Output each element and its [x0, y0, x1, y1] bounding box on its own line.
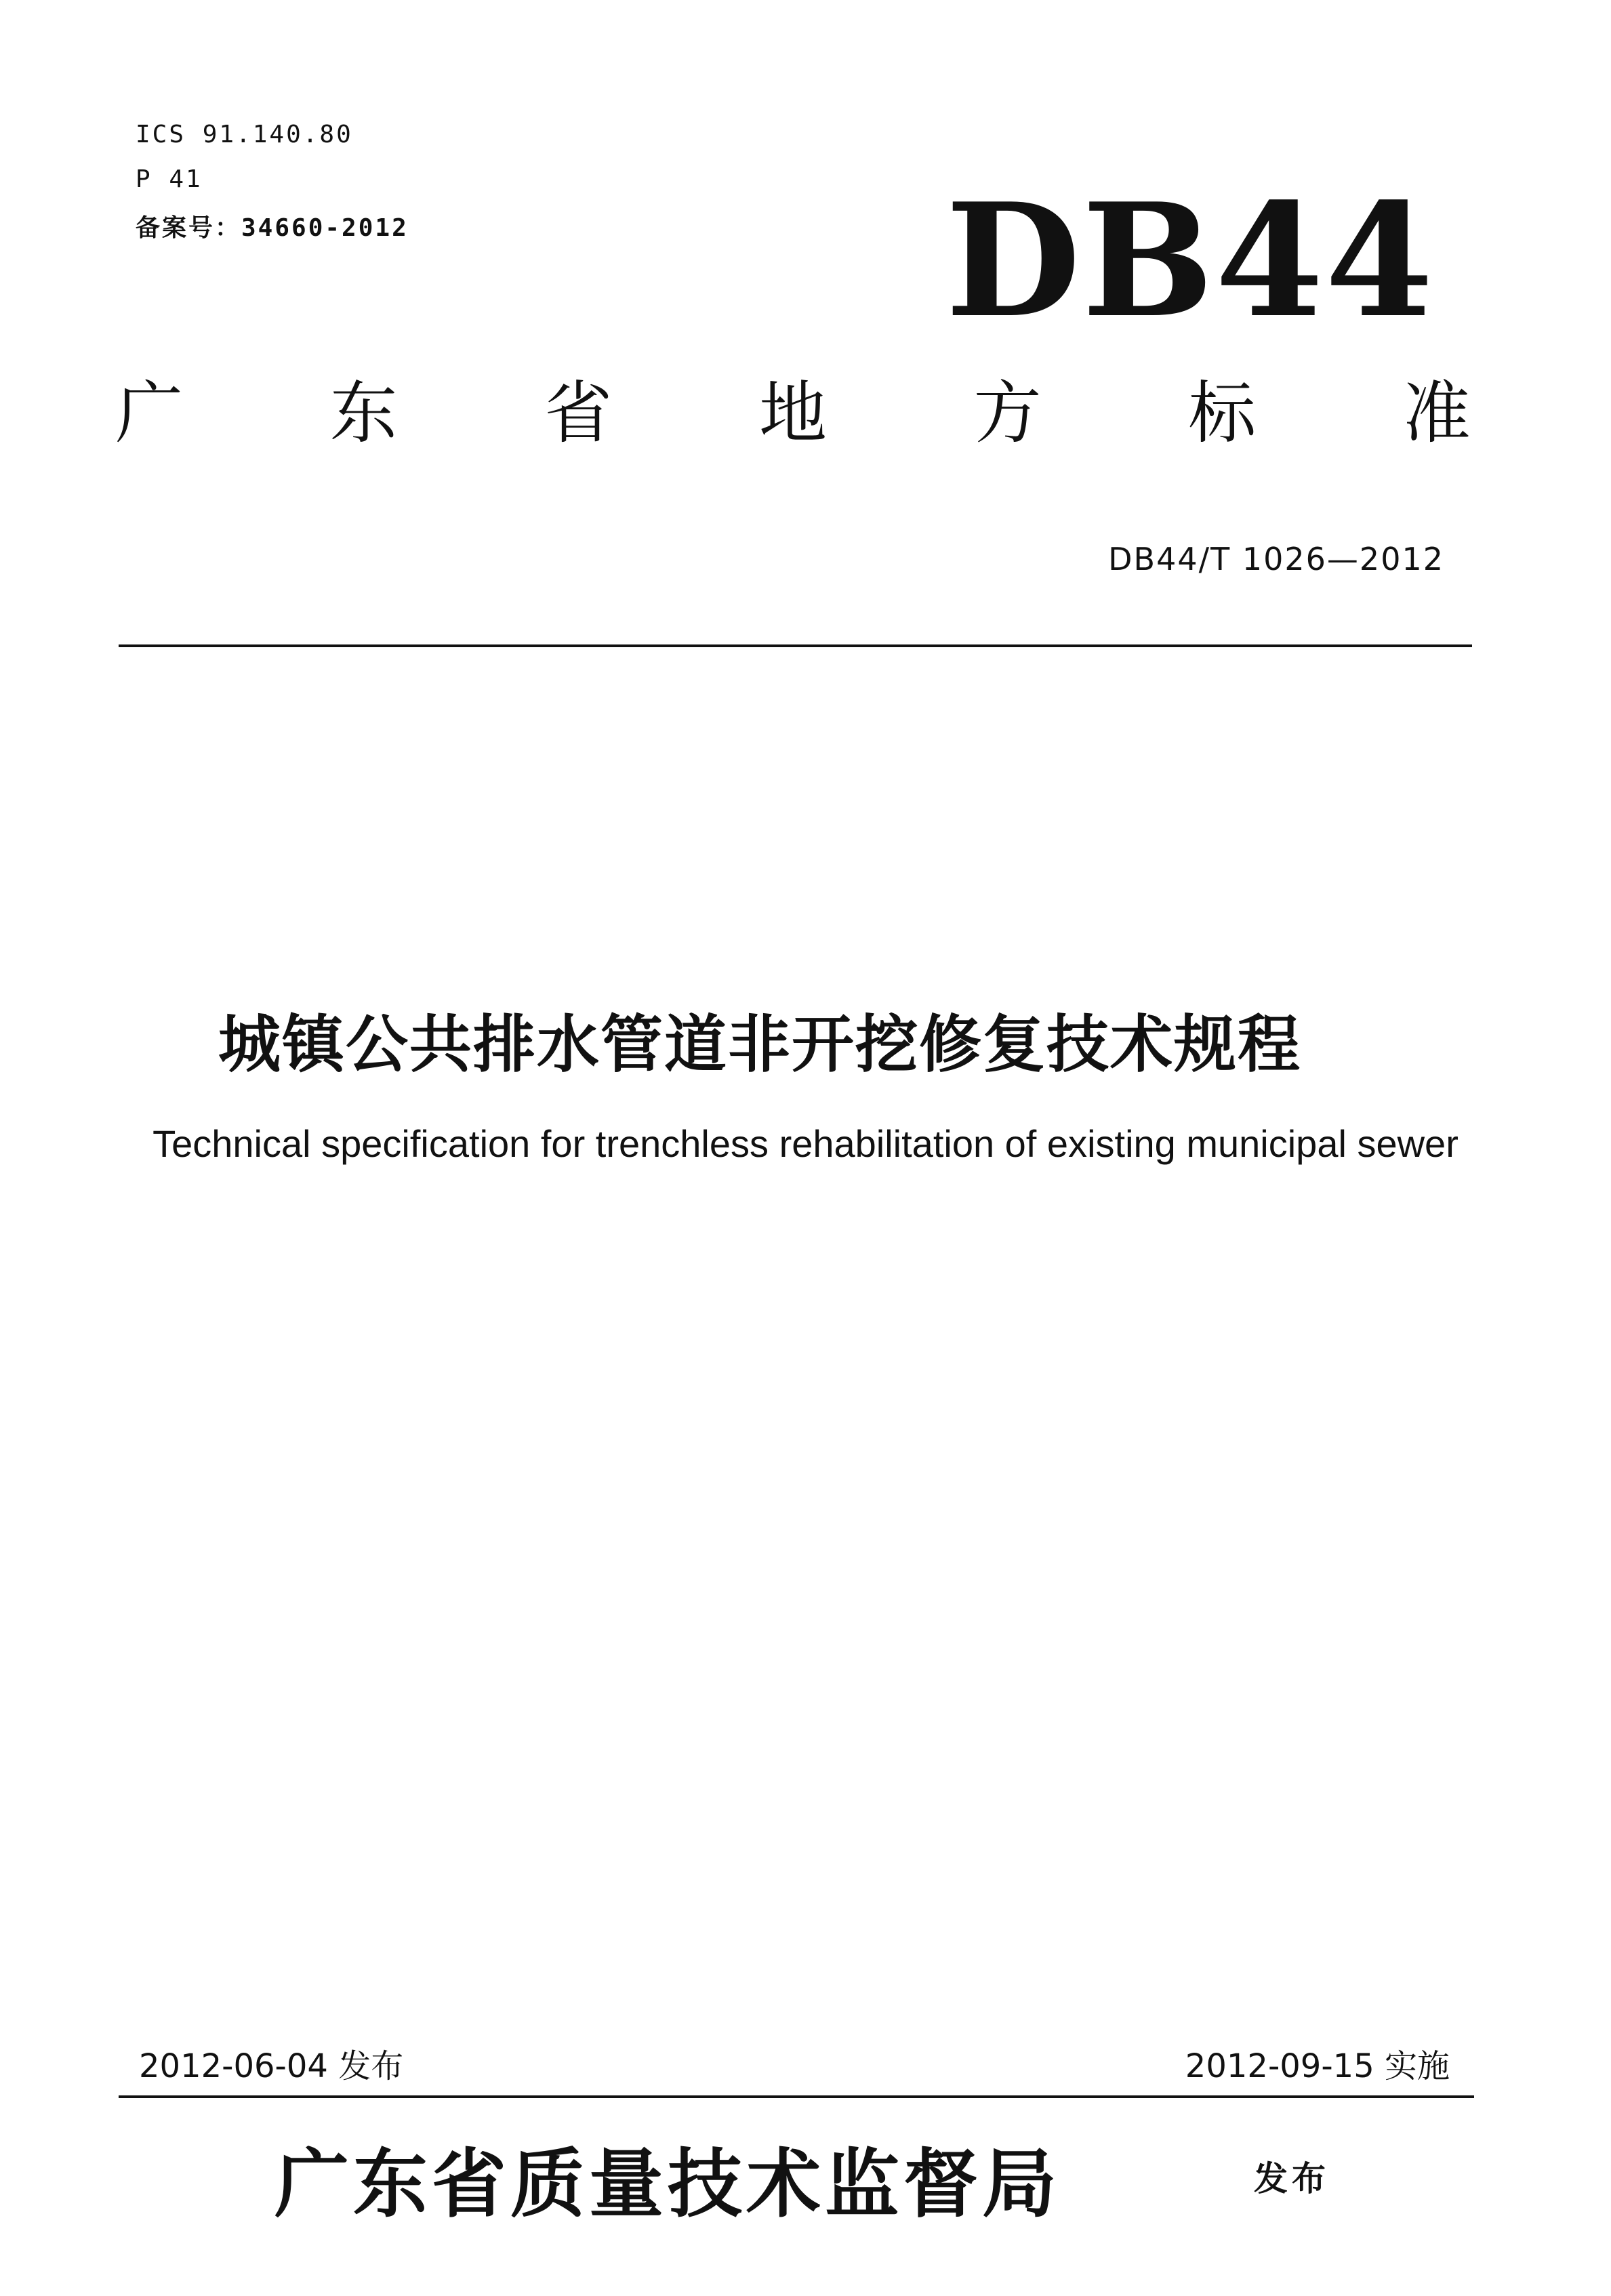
standard-type-char: 标: [1188, 373, 1257, 453]
filing-number: 备案号：34660-2012: [136, 214, 409, 242]
standard-type-heading: [115, 373, 1471, 453]
ccs-code: P 41: [136, 165, 203, 193]
title-chinese: 城镇公共排水管道非开挖修复技术规程: [218, 1008, 1301, 1081]
ics-code: ICS 91.140.80: [136, 121, 353, 148]
title-english: Technical specification for trenchless rehabilitation of existing municipal sewer: [152, 1122, 1459, 1165]
standard-type-char: 广: [115, 373, 183, 453]
standard-type-char: 准: [1402, 373, 1471, 453]
publish-label: 发布: [1254, 2158, 1330, 2198]
issue-date: 2012-06-04 发布: [139, 2047, 404, 2085]
standard-type-char: 省: [544, 373, 613, 453]
standard-type-char: 方: [973, 373, 1042, 453]
issuing-authority: 广东省质量技术监督局: [274, 2140, 1061, 2228]
standard-number: DB44/T 1026—2012: [1108, 541, 1444, 577]
top-divider: [119, 644, 1472, 647]
implementation-date: 2012-09-15 实施: [1185, 2047, 1450, 2085]
bottom-divider: [119, 2095, 1474, 2098]
standard-type-char: 地: [758, 373, 827, 453]
standard-logo: DB44: [945, 169, 1435, 352]
standard-type-char: 东: [329, 373, 398, 453]
